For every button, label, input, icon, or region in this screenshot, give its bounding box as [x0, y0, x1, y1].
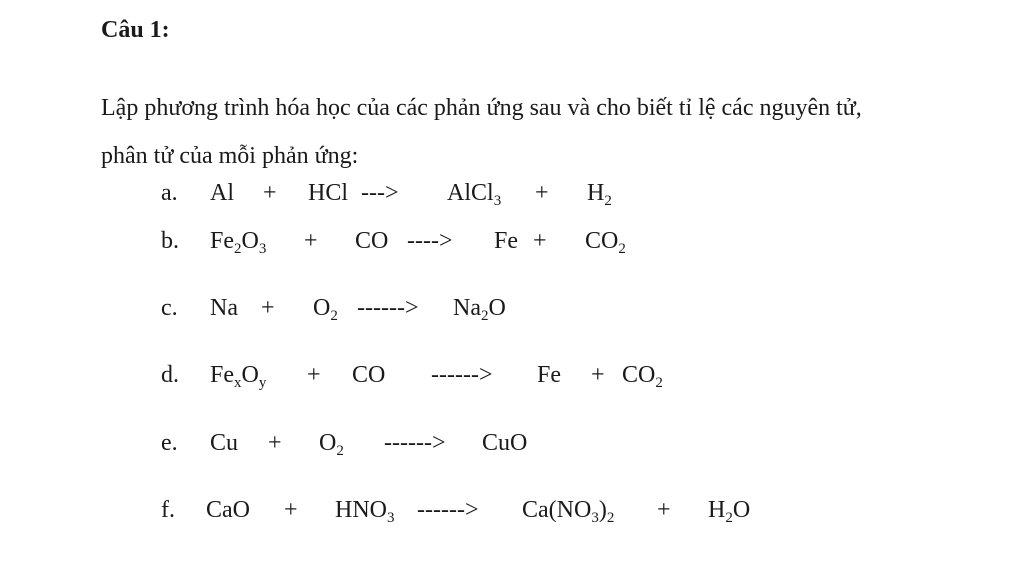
product-1 — [522, 494, 614, 526]
reactant-1: Cu — [210, 430, 239, 456]
subscript: 3 — [387, 510, 395, 526]
reaction-arrow: ----> — [407, 228, 453, 254]
prompt-line-1: Lập phương trình hóa học của các phản ứng sau và cho biết tỉ lệ các nguyên tử, — [101, 95, 862, 121]
formula-text: Ca(NO — [522, 497, 592, 523]
reactant-1 — [210, 225, 266, 257]
subscript: 3 — [493, 193, 502, 209]
product-2 — [587, 177, 612, 209]
subscript: 2 — [480, 308, 489, 324]
reaction-arrow: ------> — [431, 362, 493, 388]
formula-text: O — [319, 430, 337, 456]
plus-sign: + — [284, 497, 298, 523]
reactant-2: CO — [352, 362, 386, 388]
plus-sign: + — [307, 362, 321, 388]
equation-label: f. — [161, 497, 175, 523]
formula-text: HNO — [335, 497, 387, 523]
formula-text: H — [587, 180, 605, 206]
subscript: 2 — [604, 193, 612, 209]
reaction-arrow: ---> — [361, 180, 399, 206]
product-1 — [453, 292, 506, 324]
reactant-2 — [319, 427, 344, 459]
subscript: 2 — [606, 510, 615, 526]
reaction-arrow: ------> — [384, 430, 446, 456]
subscript: 2 — [336, 443, 344, 459]
reaction-arrow: ------> — [357, 295, 419, 321]
plus-sign: + — [591, 362, 605, 388]
subscript: x — [234, 375, 242, 391]
equation-label: a. — [161, 180, 178, 206]
plus-sign: + — [268, 430, 282, 456]
plus-sign: + — [535, 180, 549, 206]
plus-sign: + — [533, 228, 547, 254]
reactant-1 — [210, 359, 266, 391]
prompt-line-2: phân tử của mỗi phản ứng: — [101, 143, 359, 169]
reactant-1: Na — [210, 295, 238, 321]
formula-text: O — [488, 295, 506, 321]
formula-text: O — [313, 295, 331, 321]
product-2 — [622, 359, 663, 391]
subscript: 2 — [618, 241, 626, 257]
subscript: 3 — [258, 241, 267, 257]
plus-sign: + — [261, 295, 275, 321]
subscript: 2 — [655, 375, 663, 391]
formula-text: ) — [598, 497, 607, 523]
reactant-2 — [313, 292, 338, 324]
formula-text: CO — [585, 228, 619, 254]
product-1: CuO — [482, 430, 528, 456]
formula-text: Na — [453, 295, 481, 321]
formula-text: Fe — [210, 228, 234, 254]
product-2 — [708, 494, 750, 526]
formula-text: H — [708, 497, 726, 523]
equation-label: e. — [161, 430, 178, 456]
reactant-2: CO — [355, 228, 389, 254]
reaction-arrow: ------> — [417, 497, 479, 523]
formula-text: O — [732, 497, 751, 523]
product-1 — [447, 177, 501, 209]
subscript: 3 — [591, 510, 599, 526]
plus-sign: + — [304, 228, 318, 254]
question-heading: Câu 1: — [101, 17, 170, 43]
product-2 — [585, 225, 626, 257]
formula-text: O — [241, 228, 259, 254]
subscript: 2 — [330, 308, 338, 324]
question-prompt — [101, 84, 1001, 180]
product-1: Fe — [537, 362, 561, 388]
reactant-2: HCl — [308, 180, 349, 206]
subscript: 2 — [234, 241, 242, 257]
formula-text: CO — [622, 362, 656, 388]
subscript: 2 — [725, 510, 733, 526]
reactant-1: CaO — [206, 497, 250, 523]
formula-text: AlCl — [447, 180, 494, 206]
equation-label: d. — [161, 362, 179, 388]
equation-label: c. — [161, 295, 178, 321]
reactant-1: Al — [210, 180, 234, 206]
formula-text: O — [241, 362, 259, 388]
subscript: y — [258, 375, 267, 391]
equation-label: b. — [161, 228, 179, 254]
plus-sign: + — [263, 180, 277, 206]
plus-sign: + — [657, 497, 671, 523]
product-1: Fe — [494, 228, 518, 254]
formula-text: Fe — [210, 362, 234, 388]
reactant-2 — [335, 494, 395, 526]
